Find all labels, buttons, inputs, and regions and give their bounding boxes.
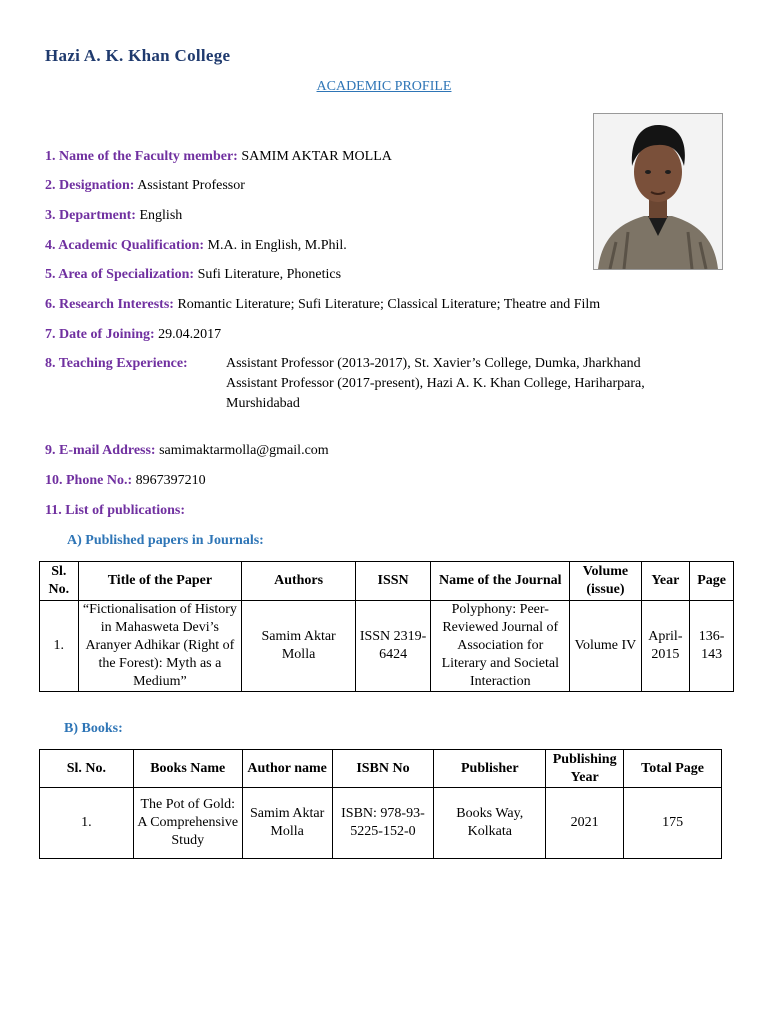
field-specialization: [45, 267, 341, 283]
column-header: Publishing Year: [546, 750, 624, 788]
column-header: Author name: [242, 750, 332, 788]
journals-table: [39, 561, 734, 692]
field-value: Sufi Literature, Phonetics: [197, 267, 342, 282]
column-header: Authors: [242, 562, 356, 601]
column-header: ISBN No: [332, 750, 434, 788]
table-cell: Books Way, Kolkata: [434, 788, 546, 859]
phone-number: 8967397210: [135, 473, 206, 488]
field-email: [45, 443, 329, 459]
field-value: SAMIM AKTAR MOLLA: [241, 149, 392, 164]
field-label: 9. E-mail Address:: [45, 443, 156, 458]
table-cell: Volume IV: [570, 601, 641, 692]
field-label: 2. Designation:: [45, 178, 135, 193]
experience-line: Murshidabad: [226, 396, 300, 411]
field-label: 10. Phone No.:: [45, 473, 133, 488]
table-cell: 1.: [40, 601, 79, 692]
column-header: ISSN: [355, 562, 430, 601]
field-teaching-experience: [45, 356, 188, 372]
table-header-row: [40, 562, 734, 601]
field-label: 1. Name of the Faculty member:: [45, 149, 238, 164]
table-cell: Polyphony: Peer-Reviewed Journal of Association for Literary and Societal Interaction: [431, 601, 570, 692]
table-cell: Samim Aktar Molla: [242, 601, 356, 692]
table-header-row: [40, 750, 722, 788]
publications-heading: [45, 503, 185, 519]
books-table: [39, 749, 722, 859]
column-header: Publisher: [434, 750, 546, 788]
field-department: [45, 208, 182, 224]
field-value: English: [139, 208, 183, 223]
field-label: 6. Research Interests:: [45, 297, 174, 312]
column-header: Title of the Paper: [78, 562, 242, 601]
table-cell: “Fictionalisation of History in Mahasweta Devi’s Aranyer Adhikar (Right of the Forest): Myth as a Medium”: [78, 601, 242, 692]
field-label: 8. Teaching Experience:: [45, 356, 188, 371]
field-label: 4. Academic Qualification:: [45, 238, 205, 253]
field-value: 29.04.2017: [158, 327, 222, 342]
field-date-of-joining: [45, 327, 221, 343]
column-header: Volume (issue): [570, 562, 641, 601]
table-cell: ISSN 2319-6424: [355, 601, 430, 692]
field-label: 11. List of publications:: [45, 503, 186, 518]
table-row: [40, 788, 722, 859]
table-cell: ISBN: 978-93-5225-152-0: [332, 788, 434, 859]
page-title: ACADEMIC PROFILE: [316, 79, 452, 94]
field-value: M.A. in English, M.Phil.: [207, 238, 347, 253]
table-cell: 2021: [546, 788, 624, 859]
experience-line: Assistant Professor (2017-present), Hazi A. K. Khan College, Hariharpara,: [226, 376, 645, 391]
column-header: Page: [690, 562, 734, 601]
field-label: 3. Department:: [45, 208, 136, 223]
field-label: 5. Area of Specialization:: [45, 267, 195, 282]
experience-line: Assistant Professor (2013-2017), St. Xavier’s College, Dumka, Jharkhand: [226, 356, 641, 371]
faculty-photo: [593, 113, 723, 270]
column-header: Books Name: [133, 750, 242, 788]
books-heading: B) Books:: [64, 721, 123, 736]
column-header: Sl. No.: [40, 750, 134, 788]
column-header: Sl. No.: [40, 562, 79, 601]
field-value: Romantic Literature; Sufi Literature; Classical Literature; Theatre and Film: [177, 297, 601, 312]
table-cell: April-2015: [641, 601, 690, 692]
faculty-photo-image: [594, 114, 722, 269]
column-header: Name of the Journal: [431, 562, 570, 601]
field-name: [45, 149, 392, 165]
field-value: Assistant Professor: [137, 178, 245, 193]
field-research-interests: [45, 297, 600, 313]
college-name: Hazi A. K. Khan College: [45, 46, 231, 65]
field-label: 7. Date of Joining:: [45, 327, 155, 342]
table-cell: 175: [624, 788, 722, 859]
field-phone: [45, 473, 206, 489]
table-cell: 1.: [40, 788, 134, 859]
table-cell: The Pot of Gold: A Comprehensive Study: [133, 788, 242, 859]
field-qualification: [45, 238, 347, 254]
table-row: [40, 601, 734, 692]
column-header: Total Page: [624, 750, 722, 788]
journals-heading: A) Published papers in Journals:: [67, 533, 264, 548]
field-designation: [45, 178, 245, 194]
table-cell: Samim Aktar Molla: [242, 788, 332, 859]
column-header: Year: [641, 562, 690, 601]
table-cell: 136-143: [690, 601, 734, 692]
email-address: samimaktarmolla@gmail.com: [159, 443, 329, 458]
